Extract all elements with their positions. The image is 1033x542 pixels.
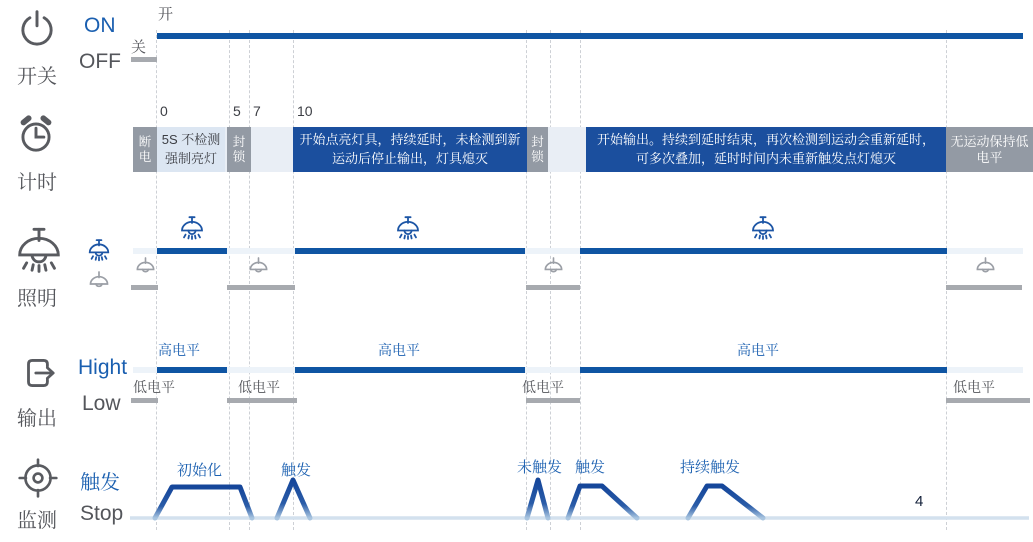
sidebar-item-switch: 开关	[17, 66, 57, 88]
output-low-label: Low	[82, 392, 121, 415]
low-level-mark: 低电平	[953, 379, 995, 395]
pulse-label-trigger-1: 触发	[281, 462, 312, 479]
low-level-mark: 低电平	[238, 379, 280, 395]
lighting-on-seg-2	[295, 248, 525, 254]
trigger-low-label: Stop	[80, 502, 124, 525]
high-level-mark: 高电平	[378, 342, 420, 358]
lighting-on-seg-3	[580, 248, 947, 254]
switch-off-label: OFF	[79, 50, 121, 73]
lamp-off-icon	[542, 256, 565, 281]
trigger-high-label: 触发	[80, 472, 120, 494]
alarm-clock-icon	[14, 112, 58, 158]
tick-0: 0	[160, 103, 168, 119]
switch-open-mark: 开	[158, 6, 174, 23]
sidebar-item-detect: 监测	[17, 510, 57, 532]
pulse-label-untrigger: 未触发	[517, 459, 563, 476]
lamp-off-legend-icon	[87, 270, 111, 296]
lamp-off-icon	[974, 256, 997, 281]
tick-10: 10	[297, 103, 313, 119]
output-low-bar-2	[227, 398, 297, 403]
lamp-on-legend-icon	[86, 238, 112, 265]
timing-box-no-motion: 无运动保持低电平	[946, 127, 1033, 172]
timing-box-lock-2: 封锁	[527, 127, 548, 172]
lighting-off-bar-2	[227, 285, 295, 290]
lamp-on-icon	[394, 215, 422, 244]
power-icon	[16, 8, 58, 52]
timing-box-output: 开始输出。持续到延时结束，再次检测到运动会重新延时，可多次叠加，延时时间内未重新触发点灯熄灭	[586, 127, 946, 172]
output-low-bar-4	[946, 398, 1030, 403]
timing-box-power-off: 断电	[133, 127, 157, 172]
low-level-mark: 低电平	[522, 379, 564, 395]
output-low-bar-1	[131, 398, 158, 403]
tick-5: 5	[233, 103, 241, 119]
timing-box-lock-1: 封锁	[227, 127, 251, 172]
output-icon	[18, 352, 60, 394]
lighting-off-bar-4	[946, 285, 1022, 290]
pulse-label-trigger-2: 触发	[575, 459, 606, 476]
lighting-off-bar-3	[526, 285, 580, 290]
output-high-seg-1	[157, 367, 227, 373]
pulse-label-init: 初始化	[177, 462, 223, 479]
output-high-seg-3	[580, 367, 947, 373]
lamp-off-icon	[134, 256, 157, 281]
lamp-on-icon	[178, 215, 206, 244]
lighting-on-seg-1	[157, 248, 227, 254]
count-mark: 4	[915, 493, 924, 510]
sidebar-item-timing: 计时	[17, 172, 57, 194]
switch-on-label: ON	[84, 14, 116, 37]
tick-7: 7	[253, 103, 261, 119]
output-high-seg-2	[295, 367, 525, 373]
detect-icon	[16, 456, 60, 500]
low-level-mark: 低电平	[133, 379, 175, 395]
high-level-mark: 高电平	[737, 342, 779, 358]
lamp-on-icon	[749, 215, 777, 244]
high-level-mark: 高电平	[158, 342, 200, 358]
timing-box-5s-force: 5S 不检测 强制亮灯	[157, 127, 225, 172]
pulse-label-continuous: 持续触发	[680, 459, 741, 476]
lamp-off-icon	[247, 256, 270, 281]
lamp-icon	[12, 224, 66, 282]
lighting-off-bar-1	[131, 285, 158, 290]
output-low-bar-3	[526, 398, 580, 403]
switch-close-mark: 关	[131, 39, 147, 56]
sidebar-item-output: 输出	[17, 408, 57, 430]
sidebar-item-lighting: 照明	[17, 288, 57, 310]
switch-on-line	[157, 33, 1023, 39]
switch-off-bar	[131, 57, 157, 62]
timing-box-light-on: 开始点亮灯具，持续延时，未检测到新运动后停止输出，灯具熄灭	[293, 127, 527, 172]
output-high-label: Hight	[78, 356, 128, 379]
